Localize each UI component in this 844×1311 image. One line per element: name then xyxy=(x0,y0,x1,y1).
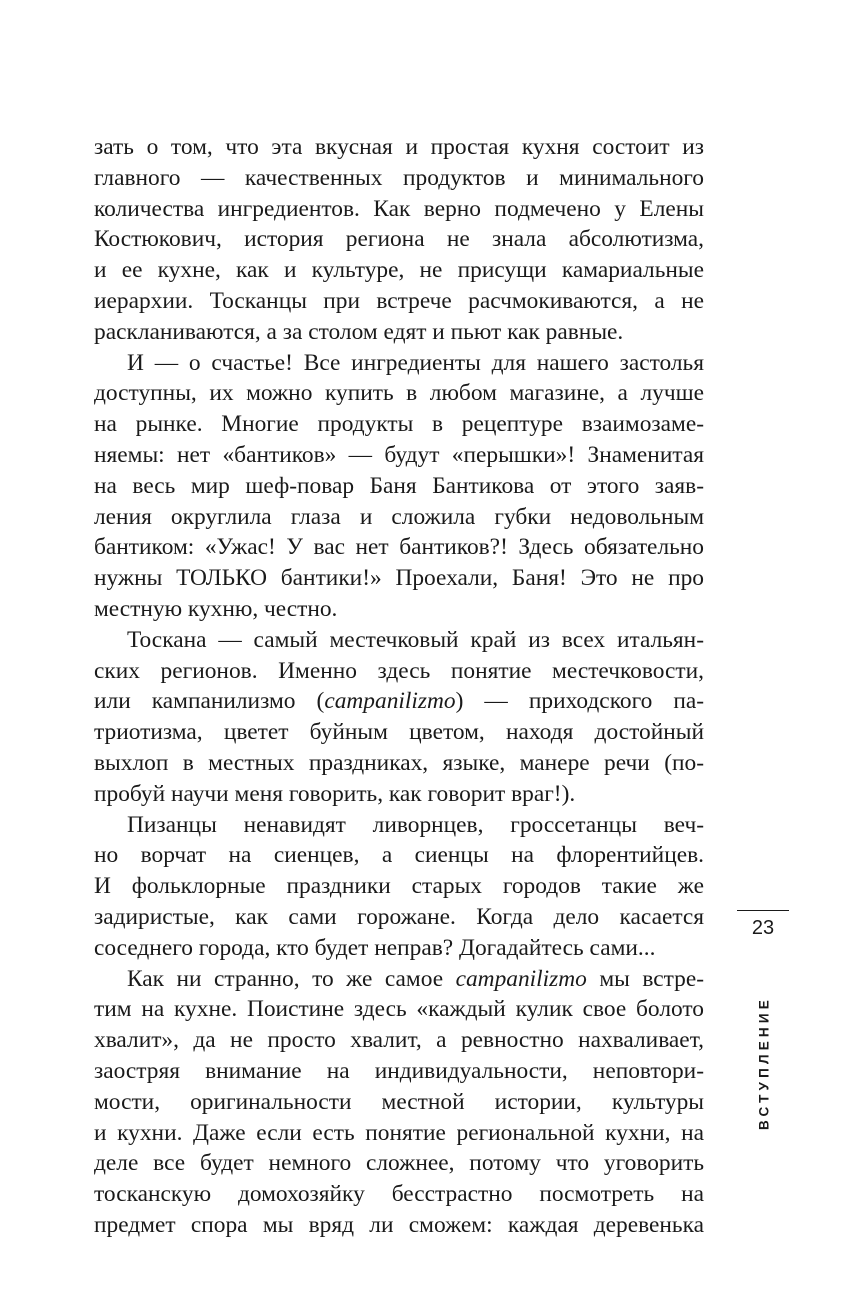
running-section-title xyxy=(744,995,784,1131)
text-line: на рынке. Многие продукты в рецептуре взаимозаме- xyxy=(94,411,704,438)
text-line: тосканскую домохозяйку бесстрастно посмотреть на xyxy=(94,1181,704,1208)
text-line: раскланиваются, а за столом едят и пьют как равные. xyxy=(94,318,624,345)
text-line: ления округлила глаза и сложила губки недовольным xyxy=(94,503,704,530)
text-line: нужны ТОЛЬКО бантики!» Проехали, Баня! Это не про xyxy=(94,565,704,592)
text-line: деле все будет немного сложнее, потому что уговорить xyxy=(94,1150,704,1177)
text-line: няемы: нет «бантиков» — будут «перышки»! Знаменитая xyxy=(94,441,704,468)
text-line: ских регионов. Именно здесь понятие местечковости, xyxy=(94,657,704,684)
text-line: И — о счастье! Все ингредиенты для нашего застолья xyxy=(127,349,704,376)
text-line: доступны, их можно купить в любом магазине, а лучше xyxy=(94,380,704,407)
text-line: и кухни. Даже если есть понятие региональной кухни, на xyxy=(94,1119,704,1146)
text-line: выхлоп в местных праздниках, языке, манере речи (по- xyxy=(94,749,704,776)
text-line: количества ингредиентов. Как верно подмечено у Елены xyxy=(94,195,704,222)
text-line: или кампанилизмо (campanilizmo) — приходского па- xyxy=(94,688,705,715)
text-line: Костюкович, история региона не знала абсолютизма, xyxy=(94,226,704,253)
text-line: Как ни странно, то же самое campanilizmo мы встре- xyxy=(127,965,704,992)
text-line: тим на кухне. Поистине здесь «каждый кулик свое болото xyxy=(94,996,704,1023)
text-line: Тоскана — самый местечковый край из всех итальян- xyxy=(127,626,704,653)
text-line: главного — качественных продуктов и минимального xyxy=(94,164,704,191)
page-number-rule xyxy=(737,910,789,911)
text-line: предмет спора мы вряд ли сможем: каждая деревенька xyxy=(94,1211,704,1238)
text-line: мости, оригинальности местной истории, культуры xyxy=(94,1088,704,1115)
page-number: 23 xyxy=(751,917,775,939)
text-line: триотизма, цветет буйным цветом, находя достойный xyxy=(94,719,704,746)
text-line: но ворчат на сиенцев, а сиенцы на флорентийцев. xyxy=(94,842,704,869)
text-line: соседнего города, кто будет неправ? Догадайтесь сами... xyxy=(94,934,656,961)
text-line: бантиком: «Ужас! У вас нет бантиков?! Здесь обязательно xyxy=(94,534,704,561)
text-line: и ее кухне, как и культуре, не присущи камариальные xyxy=(94,257,704,284)
text-line: зать о том, что эта вкусная и простая кухня состоит из xyxy=(94,134,704,160)
text-line: на весь мир шеф-повар Баня Бантикова от этого заяв- xyxy=(94,472,704,499)
text-line: иерархии. Тосканцы при встрече расчмокиваются, а не xyxy=(94,287,704,314)
text-line: И фольклорные праздники старых городов такие же xyxy=(94,873,704,900)
text-line: хвалит», да не просто хвалит, а ревностно нахваливает, xyxy=(94,1027,704,1054)
body-text xyxy=(94,132,704,1241)
text-line: Пизанцы ненавидят ливорнцев, гроссетанцы веч- xyxy=(127,811,704,838)
section-title-label: ВСТУПЛЕНИЕ xyxy=(756,996,772,1130)
text-line: пробуй научи меня говорить, как говорит враг!). xyxy=(94,780,576,807)
text-line: задиристые, как сами горожане. Когда дело касается xyxy=(94,903,704,930)
text-line: местную кухню, честно. xyxy=(94,595,338,622)
text-line: заостряя внимание на индивидуальности, неповтори- xyxy=(94,1057,704,1084)
